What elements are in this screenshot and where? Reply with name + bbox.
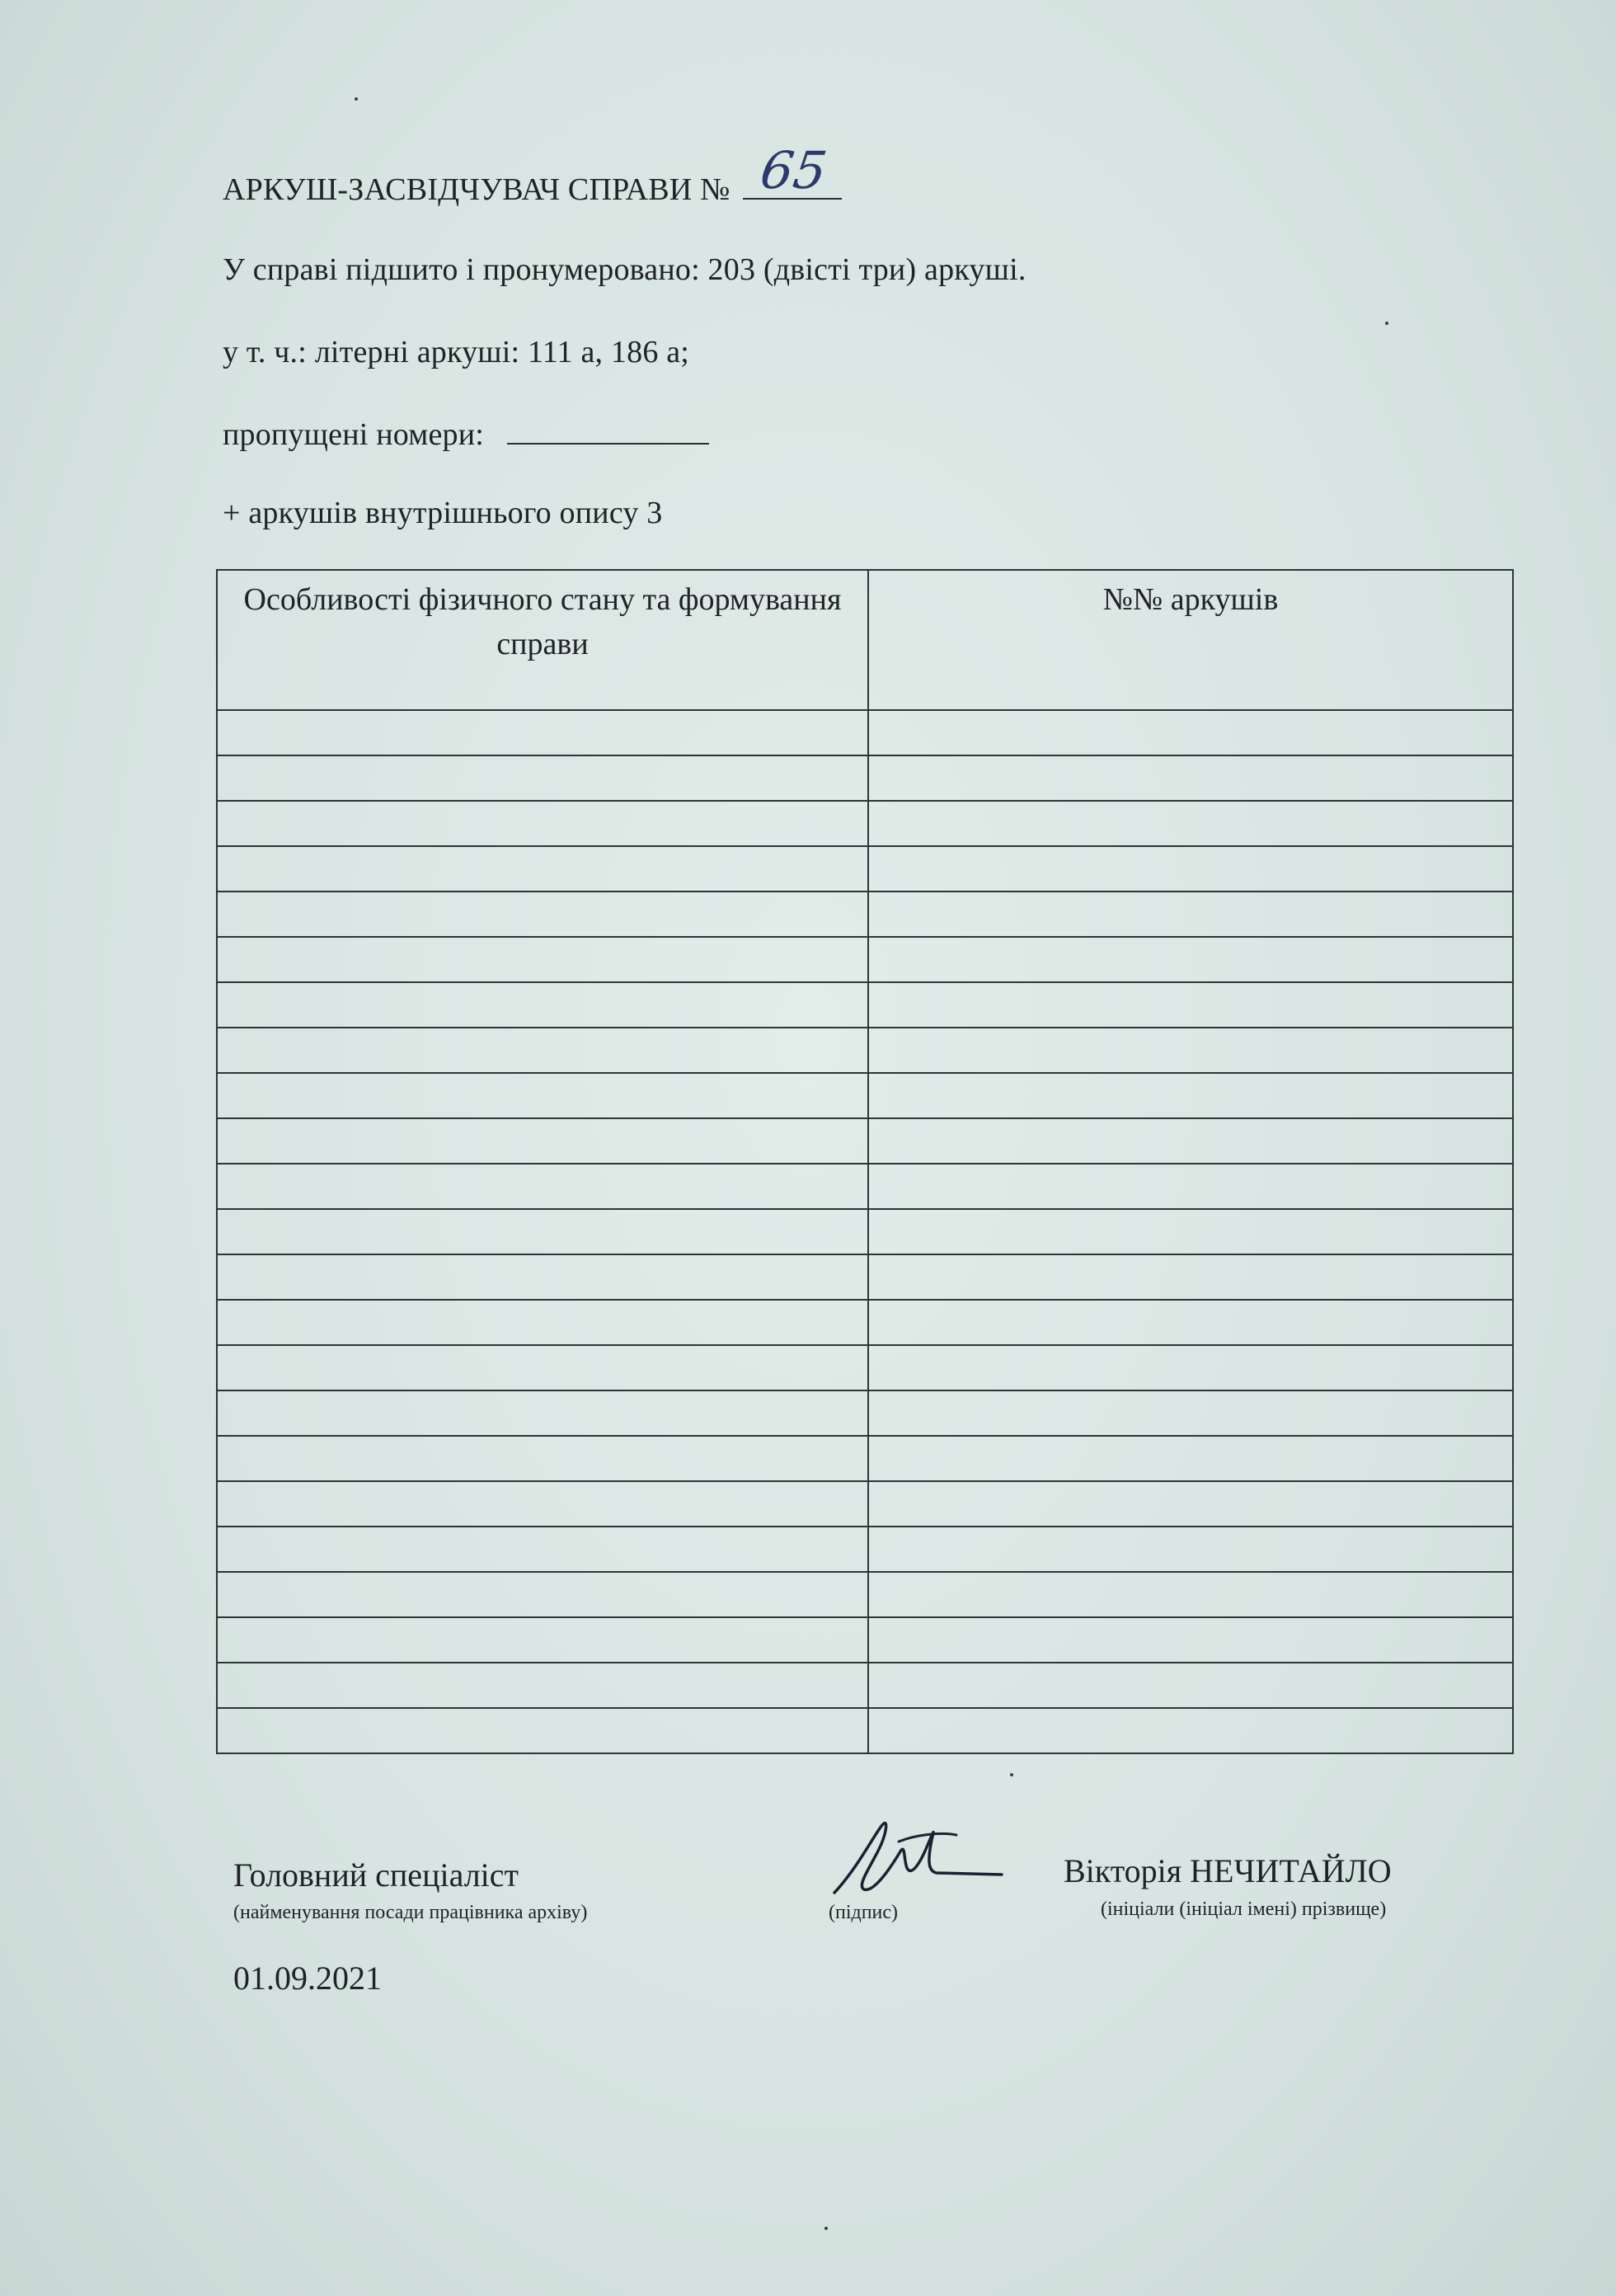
table-row [217, 710, 1513, 755]
condition-cell [217, 755, 868, 801]
missing-numbers-line [223, 416, 709, 453]
condition-cell [217, 982, 868, 1028]
title-text: АРКУШ-ЗАСВІДЧУВАЧ СПРАВИ № [223, 172, 730, 207]
sheet-numbers-cell [868, 1481, 1513, 1527]
document-date: 01.09.2021 [233, 1960, 382, 1997]
table-row [217, 1572, 1513, 1617]
sheet-numbers-cell [868, 937, 1513, 982]
column-header-condition: Особливості фізичного стану та формування справи [217, 570, 868, 710]
condition-table [216, 569, 1514, 1754]
sheet-numbers-cell [868, 1617, 1513, 1663]
condition-cell [217, 1118, 868, 1164]
sheet-numbers-cell [868, 1254, 1513, 1300]
sheet-numbers-cell [868, 982, 1513, 1028]
condition-cell [217, 846, 868, 892]
condition-cell [217, 937, 868, 982]
table-row [217, 1390, 1513, 1436]
table-row [217, 982, 1513, 1028]
table-row [217, 755, 1513, 801]
case-number-field [743, 140, 842, 200]
table-row [217, 846, 1513, 892]
table-row [217, 1164, 1513, 1209]
condition-cell [217, 1390, 868, 1436]
name-caption: (ініціали (ініціал імені) прізвище) [1101, 1898, 1387, 1920]
sheet-numbers-cell [868, 755, 1513, 801]
table-row [217, 1436, 1513, 1481]
table-row [217, 1300, 1513, 1345]
sheet-numbers-cell [868, 1028, 1513, 1073]
condition-cell [217, 892, 868, 937]
paper-speck [1385, 322, 1388, 325]
sheet-numbers-cell [868, 892, 1513, 937]
condition-cell [217, 1028, 868, 1073]
table-row [217, 937, 1513, 982]
sheet-numbers-cell [868, 1073, 1513, 1118]
table-row [217, 1617, 1513, 1663]
table-row [217, 1527, 1513, 1572]
sheet-numbers-cell [868, 846, 1513, 892]
column-header-sheet-numbers: №№ аркушів [868, 570, 1513, 710]
table-body [217, 710, 1513, 1753]
document-title [223, 140, 842, 208]
sheet-numbers-cell [868, 1436, 1513, 1481]
sheet-numbers-cell [868, 1390, 1513, 1436]
position-title: Головний спеціаліст [233, 1856, 519, 1894]
sheet-numbers-cell [868, 1345, 1513, 1390]
condition-cell [217, 1254, 868, 1300]
condition-cell [217, 1345, 868, 1390]
table-row [217, 892, 1513, 937]
table-row [217, 1708, 1513, 1753]
position-caption: (найменування посади працівника архіву) [233, 1902, 588, 1923]
sheet-numbers-cell [868, 1164, 1513, 1209]
sheet-numbers-cell [868, 1527, 1513, 1572]
sheet-numbers-cell [868, 1300, 1513, 1345]
sheet-numbers-cell [868, 1572, 1513, 1617]
letter-sheets-line: у т. ч.: літерні аркуші: 111 а, 186 а; [223, 335, 690, 369]
handwritten-signature [824, 1810, 1014, 1905]
condition-cell [217, 1300, 868, 1345]
sheet-numbers-cell [868, 801, 1513, 846]
sheet-numbers-cell [868, 1118, 1513, 1164]
paper-speck [355, 97, 358, 101]
table-row [217, 1254, 1513, 1300]
condition-cell [217, 1708, 868, 1753]
sheet-numbers-cell [868, 1663, 1513, 1708]
condition-cell [217, 1164, 868, 1209]
condition-cell [217, 1527, 868, 1572]
person-name: Вікторія НЕЧИТАЙЛО [1064, 1852, 1392, 1889]
condition-cell [217, 1572, 868, 1617]
condition-cell [217, 1663, 868, 1708]
condition-cell [217, 1209, 868, 1254]
sheets-count-line: У справі підшито і пронумеровано: 203 (двісті три) аркуші. [223, 252, 1026, 287]
condition-cell [217, 801, 868, 846]
condition-cell [217, 1481, 868, 1527]
table-row [217, 1073, 1513, 1118]
missing-numbers-label: пропущені номери: [223, 417, 485, 452]
table-row [217, 1028, 1513, 1073]
signature-caption: (підпис) [829, 1902, 899, 1923]
condition-cell [217, 1073, 868, 1118]
condition-cell [217, 710, 868, 755]
table-row [217, 1118, 1513, 1164]
paper-speck [824, 2227, 828, 2230]
sheet-numbers-cell [868, 1209, 1513, 1254]
table-row [217, 1663, 1513, 1708]
sheet-numbers-cell [868, 1708, 1513, 1753]
table-row [217, 1345, 1513, 1390]
table-header-row [217, 570, 1513, 710]
missing-numbers-blank [507, 416, 709, 445]
table-row [217, 801, 1513, 846]
condition-cell [217, 1617, 868, 1663]
paper-speck [1010, 1773, 1013, 1776]
table-row [217, 1481, 1513, 1527]
sheet-numbers-cell [868, 710, 1513, 755]
table-row [217, 1209, 1513, 1254]
condition-cell [217, 1436, 868, 1481]
handwritten-case-number: 65 [757, 140, 831, 200]
inventory-sheets-line: + аркушів внутрішнього опису 3 [223, 496, 663, 530]
